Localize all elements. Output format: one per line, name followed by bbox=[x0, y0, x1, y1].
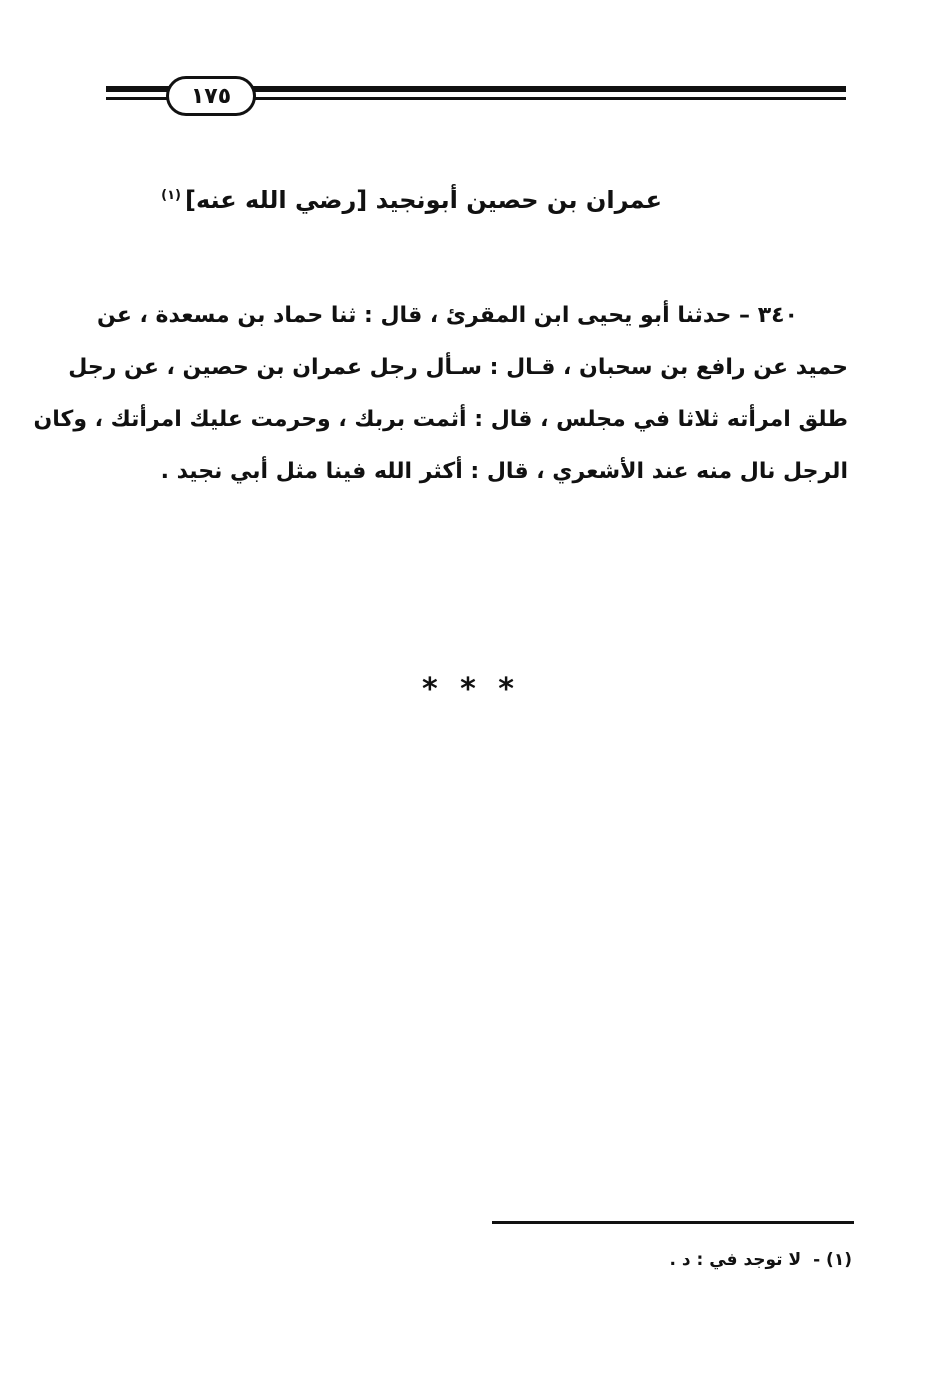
hadith-line-2: حميد عن رافع بن سحبان ، قـال : سـأل رجل عمران بن حصين ، عن رجل bbox=[68, 355, 848, 380]
footnote-text: لا توجد في : د . bbox=[669, 1250, 802, 1270]
hadith-line-1: ٣٤٠ – حدثنا أبو يحيى ابن المقرئ ، قال : ثنا حماد بن مسعدة ، عن bbox=[97, 303, 798, 328]
page-number-text: ١٧٥ bbox=[190, 83, 232, 109]
chapter-footnote-marker: (١) bbox=[161, 188, 181, 203]
footnote-marker: (١) - bbox=[813, 1250, 852, 1270]
section-separator: * * * bbox=[422, 672, 520, 707]
footnote bbox=[669, 1250, 852, 1270]
page-number bbox=[166, 76, 256, 116]
hadith-line-3: طلق امرأته ثلاثا في مجلس ، قال : أثمت بربك ، وحرمت عليك امرأتك ، وكان bbox=[33, 407, 848, 432]
hadith-line-4: الرجل نال منه عند الأشعري ، قال : أكثر الله فينا مثل أبي نجيد . bbox=[160, 459, 848, 484]
chapter-title bbox=[161, 186, 662, 214]
footnote-rule bbox=[492, 1221, 854, 1224]
chapter-title-text: عمران بن حصين أبونجيد [رضي الله عنه] bbox=[184, 186, 662, 214]
hadith-paragraph bbox=[33, 290, 848, 498]
